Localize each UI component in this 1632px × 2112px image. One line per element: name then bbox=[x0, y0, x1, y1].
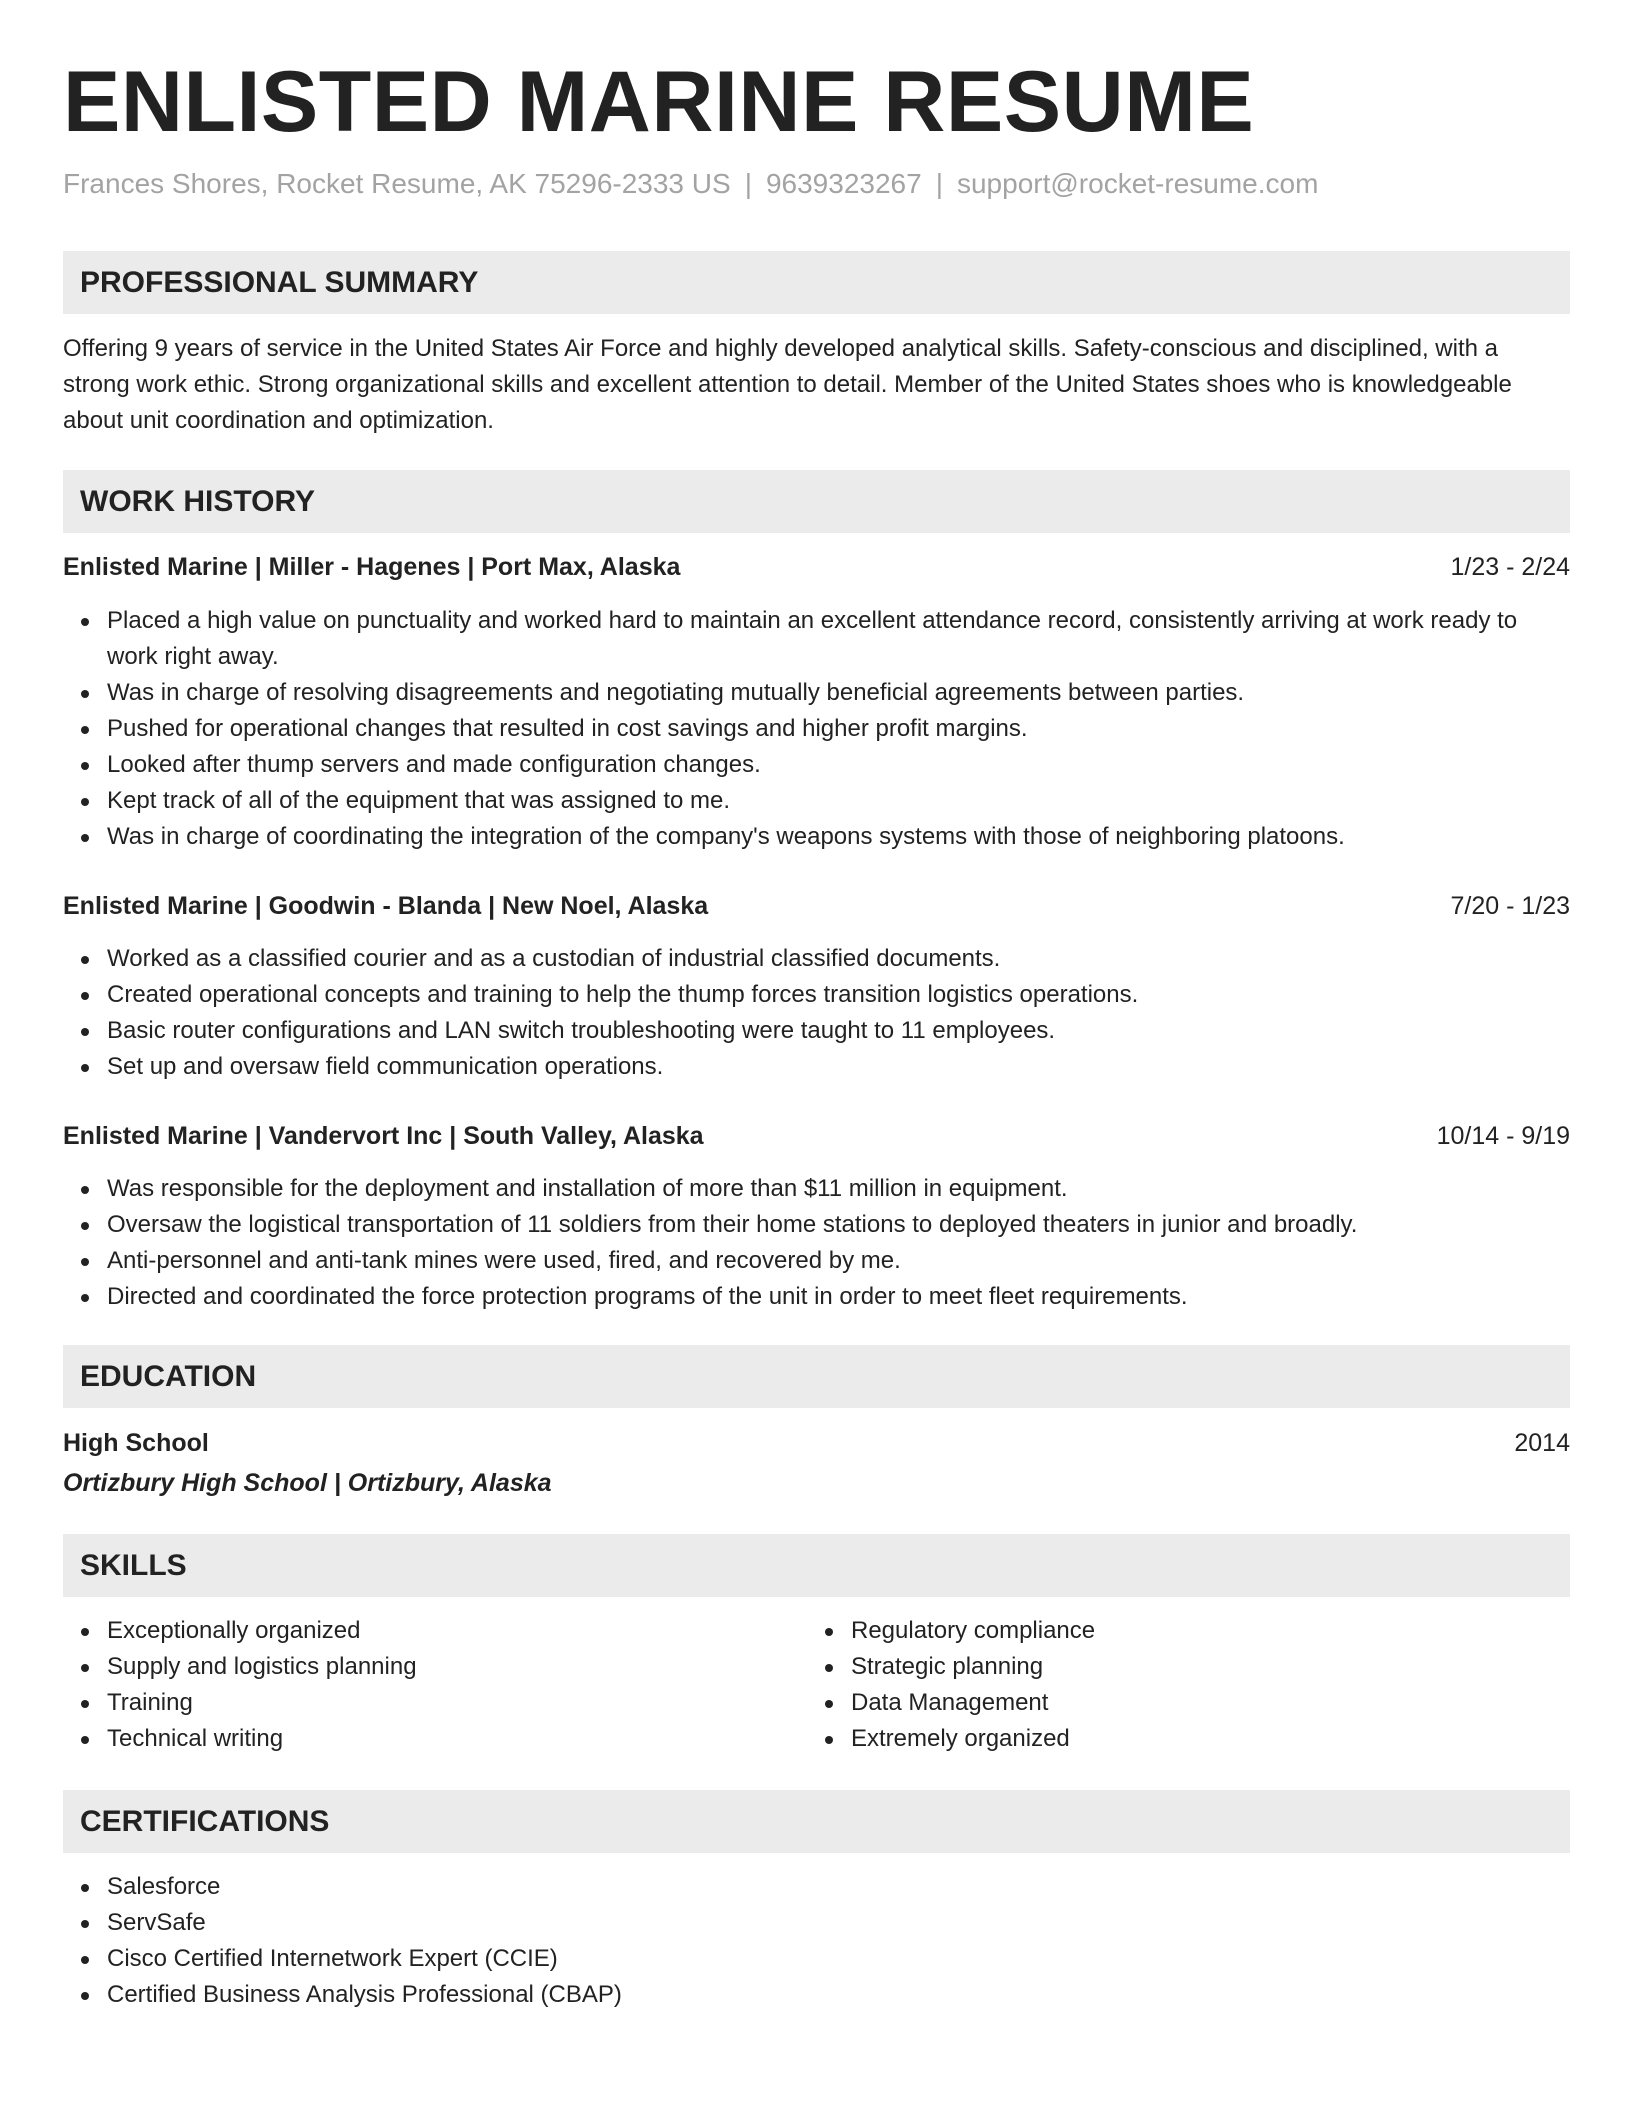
list-item: Kept track of all of the equipment that was assigned to me. bbox=[107, 783, 1570, 819]
contact-separator: | bbox=[935, 168, 943, 199]
contact-address: Frances Shores, Rocket Resume, AK 75296-2333 US bbox=[63, 168, 731, 199]
summary-text: Offering 9 years of service in the United States Air Force and highly developed analytical skills. Safety-conscious and disciplined, with a strong work ethic. Strong organizational skills and excellent attention to detail. Member of the United States shoes who is knowledgeable about unit coordination and optimization. bbox=[63, 335, 1512, 434]
section-header-summary bbox=[63, 251, 1570, 314]
list-item: Technical writing bbox=[107, 1721, 807, 1757]
job-title: Enlisted Marine | Goodwin - Blanda | New Noel, Alaska bbox=[63, 892, 709, 920]
job-bullet-list bbox=[63, 1171, 1570, 1315]
skills-list-left bbox=[63, 1613, 807, 1757]
list-item: Directed and coordinated the force protection programs of the unit in order to meet fleet requirements. bbox=[107, 1279, 1570, 1315]
job-bullet-list bbox=[63, 603, 1570, 855]
section-title: EDUCATION bbox=[80, 1360, 257, 1393]
list-item: Created operational concepts and training to help the thump forces transition logistics operations. bbox=[107, 977, 1570, 1013]
resume-title: ENLISTED MARINE RESUME bbox=[63, 54, 1255, 150]
job-bullet-list bbox=[63, 941, 1570, 1085]
section-title: WORK HISTORY bbox=[80, 485, 316, 518]
job-title: Enlisted Marine | Vandervort Inc | South Valley, Alaska bbox=[63, 1122, 704, 1150]
list-item: Supply and logistics planning bbox=[107, 1649, 807, 1685]
list-item: Oversaw the logistical transportation of 11 soldiers from their home stations to deployed theaters in junior and broadly. bbox=[107, 1207, 1570, 1243]
list-item: Certified Business Analysis Professional (CBAP) bbox=[107, 1977, 1570, 2013]
list-item: Was responsible for the deployment and installation of more than $11 million in equipment. bbox=[107, 1171, 1570, 1207]
education-degree: High School bbox=[63, 1429, 209, 1457]
section-title: PROFESSIONAL SUMMARY bbox=[80, 266, 479, 299]
contact-line bbox=[63, 166, 1318, 202]
list-item: Pushed for operational changes that resulted in cost savings and higher profit margins. bbox=[107, 711, 1570, 747]
skills-list-right bbox=[807, 1613, 1570, 1757]
list-item: Was in charge of resolving disagreements and negotiating mutually beneficial agreements between parties. bbox=[107, 675, 1570, 711]
list-item: Strategic planning bbox=[851, 1649, 1570, 1685]
contact-separator: | bbox=[744, 168, 752, 199]
job-dates: 1/23 - 2/24 bbox=[1450, 553, 1570, 581]
contact-email: support@rocket-resume.com bbox=[956, 168, 1319, 199]
section-header-skills bbox=[63, 1534, 1570, 1597]
job-header bbox=[63, 1118, 1570, 1154]
list-item: Set up and oversaw field communication operations. bbox=[107, 1049, 1570, 1085]
section-header-certifications bbox=[63, 1790, 1570, 1853]
education-school: Ortizbury High School | Ortizbury, Alaska bbox=[63, 1469, 552, 1497]
list-item: Data Management bbox=[851, 1685, 1570, 1721]
job-title: Enlisted Marine | Miller - Hagenes | Port Max, Alaska bbox=[63, 553, 681, 581]
list-item: Exceptionally organized bbox=[107, 1613, 807, 1649]
section-title: SKILLS bbox=[80, 1549, 187, 1582]
list-item: Placed a high value on punctuality and worked hard to maintain an excellent attendance record, consistently arriving at work ready to work right away. bbox=[107, 603, 1570, 675]
list-item: Salesforce bbox=[107, 1869, 1570, 1905]
section-title: CERTIFICATIONS bbox=[80, 1805, 330, 1838]
list-item: Extremely organized bbox=[851, 1721, 1570, 1757]
list-item: Anti-personnel and anti-tank mines were used, fired, and recovered by me. bbox=[107, 1243, 1570, 1279]
job-dates: 10/14 - 9/19 bbox=[1436, 1122, 1570, 1150]
job-header bbox=[63, 549, 1570, 585]
list-item: Training bbox=[107, 1685, 807, 1721]
section-header-education bbox=[63, 1345, 1570, 1408]
list-item: Basic router configurations and LAN switch troubleshooting were taught to 11 employees. bbox=[107, 1013, 1570, 1049]
list-item: Cisco Certified Internetwork Expert (CCIE) bbox=[107, 1941, 1570, 1977]
contact-phone: 9639323267 bbox=[765, 168, 922, 199]
certifications-list bbox=[63, 1869, 1570, 2013]
education-year: 2014 bbox=[1514, 1429, 1570, 1457]
list-item: Looked after thump servers and made configuration changes. bbox=[107, 747, 1570, 783]
list-item: Regulatory compliance bbox=[851, 1613, 1570, 1649]
section-header-work-history bbox=[63, 470, 1570, 533]
list-item: Was in charge of coordinating the integration of the company's weapons systems with those of neighboring platoons. bbox=[107, 819, 1570, 855]
job-header bbox=[63, 888, 1570, 924]
job-dates: 7/20 - 1/23 bbox=[1450, 892, 1570, 920]
list-item: Worked as a classified courier and as a custodian of industrial classified documents. bbox=[107, 941, 1570, 977]
list-item: ServSafe bbox=[107, 1905, 1570, 1941]
